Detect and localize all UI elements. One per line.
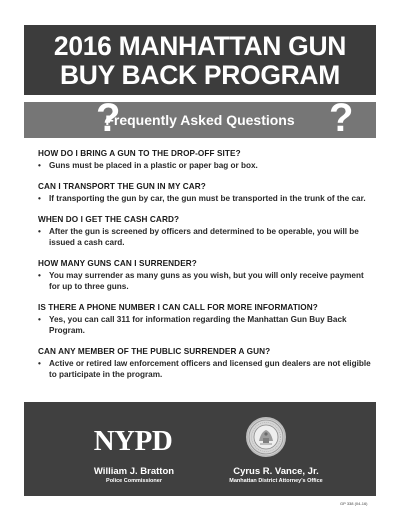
faq-answer [38, 270, 374, 292]
bullet-icon: • [38, 359, 41, 368]
faq-list [38, 148, 374, 390]
nypd-logo: NYPD [93, 425, 173, 457]
faq-answer [38, 193, 374, 204]
faq-answer-text: If transporting the gun by car, the gun must be transported in the trunk of the car. [49, 194, 366, 203]
question-mark-left-icon: ? [96, 96, 121, 140]
faq-question: WHEN DO I GET THE CASH CARD? [38, 215, 180, 224]
signatory-role: Police Commissioner [106, 478, 162, 484]
form-number: GP 338 (04-16) [340, 501, 368, 506]
title-banner [24, 25, 376, 95]
faq-item [38, 258, 374, 292]
signatory-name: Cyrus R. Vance, Jr. [233, 466, 319, 477]
title-line-2: BUY BACK PROGRAM [59, 60, 341, 90]
faq-question: IS THERE A PHONE NUMBER I CAN CALL FOR MORE INFORMATION? [38, 303, 318, 312]
faq-item [38, 302, 374, 336]
signatory-role: Manhattan District Attorney's Office [229, 478, 323, 484]
faq-header-bar [24, 96, 376, 140]
faq-item [38, 148, 374, 171]
faq-question: CAN I TRANSPORT THE GUN IN MY CAR? [38, 182, 206, 191]
faq-question: HOW DO I BRING A GUN TO THE DROP-OFF SITE? [38, 149, 241, 158]
district-attorney-seal-icon [246, 417, 286, 457]
bullet-icon: • [38, 194, 41, 203]
faq-item [38, 346, 374, 380]
signatory-name: William J. Bratton [93, 466, 175, 477]
faq-answer-text: After the gun is screened by officers and determined to be operable, you will be issued a cash card. [49, 227, 359, 247]
bullet-icon: • [38, 227, 41, 236]
question-mark-right-icon: ? [329, 96, 354, 140]
faq-item [38, 214, 374, 248]
faq-answer-text: Guns must be placed in a plastic or paper bag or box. [49, 161, 258, 170]
bullet-icon: • [38, 161, 41, 170]
bullet-icon: • [38, 315, 41, 324]
faq-item [38, 181, 374, 204]
signatory-district-attorney [206, 466, 346, 485]
title-line-1: 2016 MANHATTAN GUN [53, 31, 347, 61]
faq-answer-text: You may surrender as many guns as you wish, but you will only receive payment for up to three guns. [49, 271, 364, 291]
faq-answer [38, 160, 374, 171]
faq-question: CAN ANY MEMBER OF THE PUBLIC SURRENDER A GUN? [38, 347, 271, 356]
bullet-icon: • [38, 271, 41, 280]
faq-answer [38, 358, 374, 380]
faq-answer-text: Yes, you can call 311 for information regarding the Manhattan Gun Buy Back Program. [49, 315, 347, 335]
faq-question: HOW MANY GUNS CAN I SURRENDER? [38, 259, 197, 268]
signatory-police-commissioner [64, 466, 204, 485]
faq-header-label: Frequently Asked Questions [105, 112, 295, 128]
faq-answer [38, 226, 374, 248]
faq-answer-text: Active or retired law enforcement officers and licensed gun dealers are not eligible to participate in the program. [49, 359, 371, 379]
faq-answer [38, 314, 374, 336]
footer-banner [24, 402, 376, 496]
